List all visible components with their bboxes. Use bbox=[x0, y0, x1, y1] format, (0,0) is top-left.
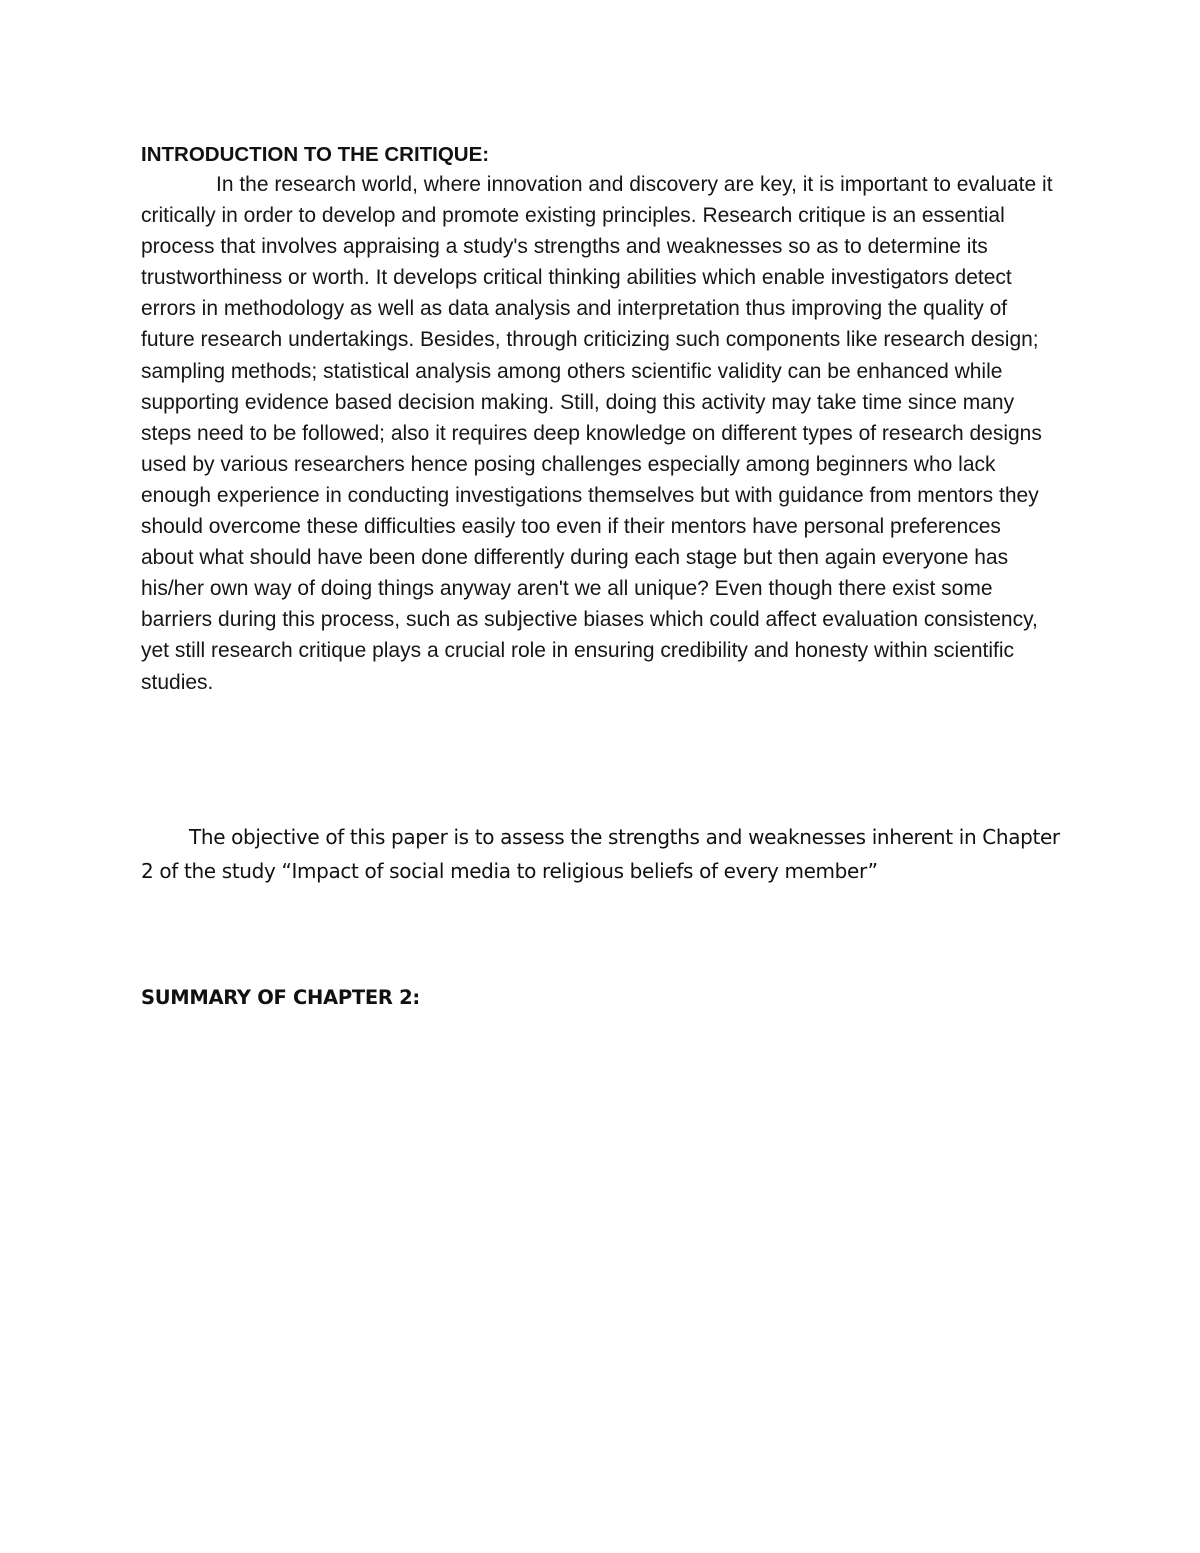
intro-paragraph: In the research world, where innovation and discovery are key, it is important to evaluate it critically in order to develop and promote existing principles. Research critique is an essential process that involves appraising a study's strengths and weaknesses so as to determine its trustworthiness or worth. It develops critical thinking abilities which enable investigators detect errors in methodology as well as data analysis and interpretation thus improving the quality of future research undertakings. Besides, through criticizing such components like research design; sampling methods; statistical analysis among others scientific validity can be enhanced while supporting evidence based decision making. Still, doing this activity may take time since many steps need to be followed; also it requires deep knowledge on different types of research designs used by various researchers hence posing challenges especially among beginners who lack enough experience in conducting investigations themselves but with guidance from mentors they should overcome these difficulties easily too even if their mentors have personal preferences about what should have been done differently during each stage but then again everyone has his/her own way of doing things anyway aren't we all unique? Even though there exist some barriers during this process, such as subjective biases which could affect evaluation consistency, yet still research critique plays a crucial role in ensuring credibility and honesty within scientific studies. bbox=[141, 173, 1053, 694]
objective-paragraph: The objective of this paper is to assess the strengths and weaknesses inherent in Chapter 2 of the study “Impact of social media to religious beliefs of every member” bbox=[141, 825, 1060, 883]
summary-heading: SUMMARY OF CHAPTER 2: bbox=[141, 986, 420, 1009]
intro-heading: INTRODUCTION TO THE CRITIQUE: bbox=[141, 143, 490, 166]
